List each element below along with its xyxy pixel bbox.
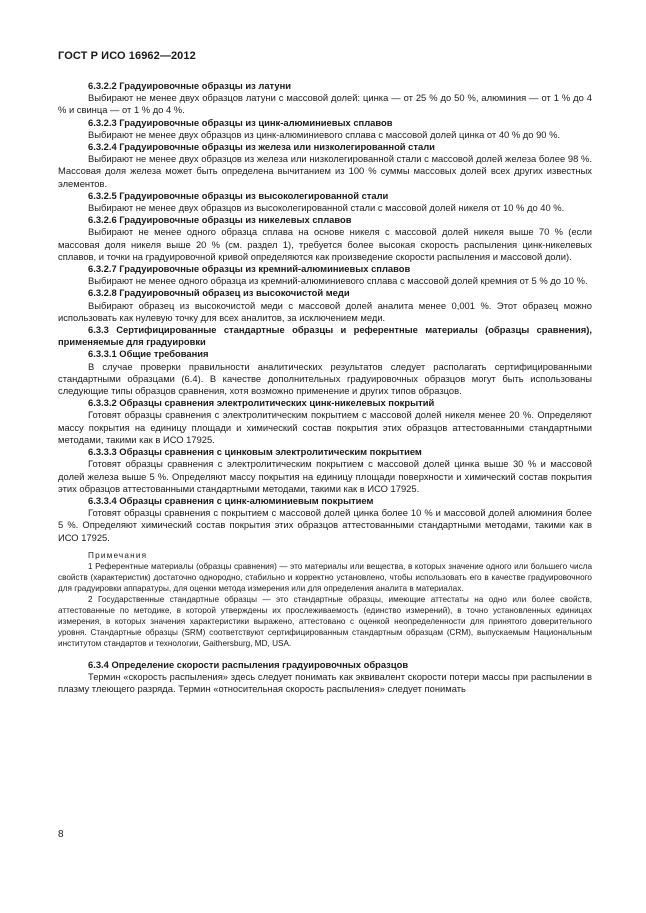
section-paragraph: Выбирают не менее двух образцов из цинк-алюминиевого сплава с массовой долей цинка от 40 % до 90 %.: [88, 128, 561, 140]
section-heading: 6.3.3.3 Образцы сравнения с цинковым электролитическим покрытием: [88, 446, 422, 458]
section-heading: 6.3.3.4 Образцы сравнения с цинк-алюминиевым покрытием: [88, 494, 374, 506]
section-paragraph: Выбирают образец из высокочистой меди с массовой долей аналита менее 0,001 %. Этот образец можно использовать как нулевую точку для всех аналитов, за исключением меди.: [58, 299, 592, 323]
section-heading: 6.3.2.5 Градуировочные образцы из высоколегированной стали: [88, 189, 389, 201]
section-heading: 6.3.3.2 Образцы сравнения электролитических цинк-никелевых покрытий: [88, 397, 435, 409]
note-item: 2 Государственные стандартные образцы — это стандартные образцы, имеющие аттестаты на одно или более свойств, аттестованные по методике, в которой утверждены их прослеживаемость (единство измерений), в точно установленных единицах измерения, в которых значения характеристики выражено, аттестовано с оценкой неопределенности для принятого доверительного уровня. Стандартные образцы (SRM) соответствуют сертифицированным стандартным образцам (CRM), выпускаемым Национальным институтом стандартов и технологии, Gaithersburg, MD, USA.: [58, 594, 592, 648]
page-header: ГОСТ Р ИСО 16962—2012: [58, 50, 196, 62]
section-heading: 6.3.3 Сертифицированные стандартные образцы и референтные материалы (образцы сравнения), применяемые для градуировки: [58, 324, 592, 348]
section-heading: 6.3.2.7 Градуировочные образцы из кремний-алюминиевых сплавов: [88, 263, 411, 275]
section-paragraph: Выбирают не менее одного образца сплава на основе никеля с массовой долей никеля выше 70 % (если массовая доля никеля выше 20 % (см. раздел 1), требуется более высокая скорость распыления цинк-никелевых сплавов, и точки на градуировочной кривой определяются как произведение скорости распыления и массовой доли).: [58, 226, 592, 262]
section-heading: 6.3.2.4 Градуировочные образцы из железа или низколегированной стали: [88, 141, 435, 153]
section-paragraph: Готовят образцы сравнения с покрытием с массовой долей цинка более 10 % и массовой долей алюминия более 5 %. Определяют химический состав покрытия этих образцов аттестованными стандартными методами, такими как в ИСО 17925.: [58, 507, 592, 543]
notes-title: Примечания: [88, 550, 148, 560]
section-paragraph: В случае проверки правильности аналитических результатов следует располагать сертифицированными стандартными образцами (6.4). В качестве дополнительных градуировочных образцов могут быть использованы следующие типы образцов сравнения, хотя возможно применение и других типов образцов.: [58, 360, 592, 397]
section-blocks: [58, 80, 592, 544]
section-heading: 6.3.2.6 Градуировочные образцы из никелевых сплавов: [88, 214, 352, 226]
notes-list: [58, 561, 592, 649]
section-heading: 6.3.2.3 Градуировочные образцы из цинк-алюминиевых сплавов: [88, 116, 393, 128]
section-heading: 6.3.2.2 Градуировочные образцы из латуни: [88, 80, 291, 91]
section-paragraph: Выбирают не менее двух образцов латуни с массовой долей: цинка — от 25 % до 50 %, алюминия — от 1 % до 4 % и свинца — от 1 % до 4 %.: [58, 92, 592, 116]
section-heading: 6.3.4 Определение скорости распыления градуировочных образцов: [88, 658, 409, 670]
section-paragraph: Термин «скорость распыления» здесь следует понимать как эквивалент скорости потери массы при распылении в плазму тлеющего разряда. Термин «относительная скорость распыления» следует понимать: [58, 670, 592, 695]
note-item: 1 Референтные материалы (образцы сравнения) — это материалы или вещества, в которых значение одного или большего числа свойств (характеристик) достаточно однородно, стабильно и корректно установлено, чтобы использовать его в качестве градуировочного для градуировки аппаратуры, для оценки метода измерения или для определения аналита в материалах.: [58, 561, 592, 593]
section-heading: 6.3.3.1 Общие требования: [88, 348, 209, 360]
section-paragraph: Выбирают не менее одного образца из кремний-алюминиевого сплава с массовой долей кремния от 5 % до 10 %.: [88, 275, 588, 287]
section-heading: 6.3.2.8 Градуировочный образец из высокочистой меди: [88, 287, 350, 299]
section-paragraph: Выбирают не менее двух образцов из высоколегированной стали с массовой долей никеля от 10 % до 40 %.: [88, 202, 565, 214]
section-paragraph: Выбирают не менее двух образцов из железа или низколегированной стали с массовой долей железа более 98 %. Массовая доля железа может быть определена вычитанием из 100 % суммы массовых долей всех других известных элементов.: [58, 153, 592, 189]
section-paragraph: Готовят образцы сравнения с электролитическим покрытием с массовой долей цинка выше 30 % и массовой долей железа выше 5 %. Определяют массу покрытия на единицу площади поверхности и химический состав покрытия этих образцов аттестованными стандартными методами, такими как в ИСО 17925.: [58, 458, 592, 494]
main-content: [58, 80, 592, 695]
section-paragraph: Готовят образцы сравнения с электролитическим покрытием с массовой долей никеля менее 20 %. Определяют массу покрытия на единицу площади и химический состав покрытия этих образцов аттестованными стандартными методами, такими как в ИСО 17925.: [58, 409, 592, 445]
notes-section: [58, 550, 592, 649]
page-number: 8: [58, 829, 64, 840]
